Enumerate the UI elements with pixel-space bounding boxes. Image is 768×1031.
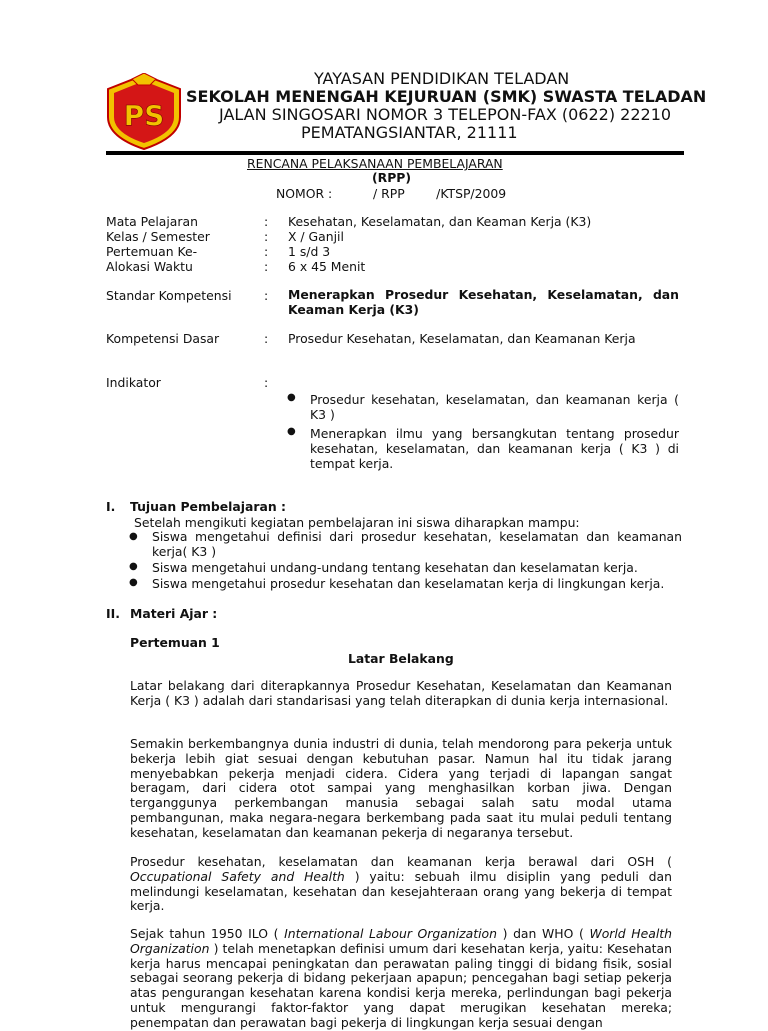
info-colon: : [264,331,269,346]
bullet-icon: ● [129,531,138,542]
sk-label: Standar Kompetensi [106,288,232,303]
p3-italic: Occupational Safety and Health [130,868,345,884]
p4-italic-ilo: International Labour Organization [284,926,497,941]
subheading: Latar Belakang [348,651,454,666]
school-address: JALAN SINGOSARI NOMOR 3 TELEPON-FAX (0622) 22210 [219,105,672,124]
info-colon: : [264,288,269,303]
info-label-mapel: Mata Pelajaran [106,214,198,229]
info-label-kelas: Kelas / Semester [106,229,210,244]
info-colon: : [264,214,269,229]
doc-title: RENCANA PELAKSANAAN PEMBELAJARAN [247,156,503,171]
sk-value: Menerapkan Prosedur Kesehatan, Keselamatan, dan Keaman Kerja (K3) [288,287,679,317]
school-logo [104,73,184,151]
indicator-item: Menerapkan ilmu yang bersangkutan tentang prosedur kesehatan, keselamatan, dan keamanan kerja ( K3 ) di tempat kerja. [310,426,679,471]
header-rule [106,151,684,155]
school-city: PEMATANGSIANTAR, 21111 [301,123,518,142]
bullet-icon: ● [287,426,296,437]
info-colon: : [264,259,269,274]
section1-num: I. [106,499,116,514]
info-colon: : [264,229,269,244]
section1-heading: Tujuan Pembelajaran : [130,499,286,514]
nomor-value: / RPP /KTSP/2009 [373,186,507,201]
section2-num: II. [106,606,120,621]
ind-label: Indikator [106,375,161,390]
info-value-pertemuan: 1 s/d 3 [288,244,331,259]
indicator-item: Prosedur kesehatan, keselamatan, dan keamanan kerja ( K3 ) [310,392,679,422]
section1-intro: Setelah mengikuti kegiatan pembelajaran ini siswa diharapkan mampu: [134,515,580,530]
p3-text-a: Prosedur kesehatan, keselamatan dan keamanan kerja berawal dari OSH ( [130,854,672,869]
info-value-kelas: X / Ganjil [288,229,344,244]
p4-text-b: ) dan WHO ( [502,926,584,941]
nomor-label: NOMOR : [276,186,333,201]
paragraph-1: Latar belakang dari diterapkannya Prosedur Kesehatan, Keselamatan dan Keamanan Kerja ( K3 ) adalah dari standarisasi yang telah diterapkan di dunia kerja internasional. [130,678,672,708]
section2-heading: Materi Ajar : [130,606,218,621]
objective-item: Siswa mengetahui definisi dari prosedur kesehatan, keselamatan dan keamanan kerja( K3 ) [152,529,682,559]
objective-item: Siswa mengetahui prosedur kesehatan dan keselamatan kerja di lingkungan kerja. [152,576,665,591]
p3-text-b: ) yaitu: sebuah ilmu disiplin yang peduli dan melindungi keselamatan, kesehatan dan kesejahteraan orang yang bekerja di tempat kerja. [130,868,672,914]
p4-italic-who: World Health Organization [130,926,672,956]
paragraph-4 [130,927,672,1031]
kd-value: Prosedur Kesehatan, Keselamatan, dan Keamanan Kerja [288,331,636,346]
p4-text-c: ) telah menetapkan definisi umum dari kesehatan kerja, yaitu: Kesehatan kerja harus mencapai peningkatan dan perawatan paling tinggi di bidang fisik, sosial sebagai seorang pekerja di bidang pekerjaan apapun; pencegahan bagi setiap pekerja atas pengurangan kesehatan karena kondisi kerja mereka, perlindungan bagi pekerja untuk mengurangi faktor-faktor yang dapat merugikan kesehatan mereka; penempatan dan perawatan bagi pekerja di lingkungan kerja sesuai dengan [130,940,672,1030]
objective-item: Siswa mengetahui undang-undang tentang kesehatan dan keselamatan kerja. [152,560,638,575]
info-colon: : [264,375,269,390]
paragraph-2: Semakin berkembangnya dunia industri di dunia, telah mendorong para pekerja untuk bekerja lebih giat sesuai dengan kebutuhan pasar. Namun hal itu tidak jarang menyebabkan pekerja menjadi cidera. Cidera yang terjadi di lapangan sangat beragam, dari cidera otot sampai yang menghasilkan korban jiwa. Dengan terganggunya perkembangan manusia sebagai salah satu modal utama pembangunan, maka negara-negara berkembang pada saat itu mulai peduli tentang kesehatan, keselamatan dan keamanan pekerja di negaranya tersebut. [130,736,672,840]
info-colon: : [264,244,269,259]
school-name: SEKOLAH MENENGAH KEJURUAN (SMK) SWASTA TELADAN [186,87,707,106]
kd-label: Kompetensi Dasar [106,331,220,346]
p4-text-a: Sejak tahun 1950 ILO ( [130,926,279,941]
info-value-alokasi: 6 x 45 Menit [288,259,366,274]
foundation-name: YAYASAN PENDIDIKAN TELADAN [314,69,570,88]
info-value-mapel: Kesehatan, Keselamatan, dan Keaman Kerja (K3) [288,214,592,229]
bullet-icon: ● [129,561,138,572]
info-label-pertemuan: Pertemuan Ke- [106,244,198,259]
info-label-alokasi: Alokasi Waktu [106,259,193,274]
paragraph-3 [130,855,672,914]
logo-text: PS [123,99,165,132]
bullet-icon: ● [287,392,296,403]
meeting-title: Pertemuan 1 [130,635,220,650]
doc-abbr: (RPP) [372,170,412,185]
bullet-icon: ● [129,577,138,588]
